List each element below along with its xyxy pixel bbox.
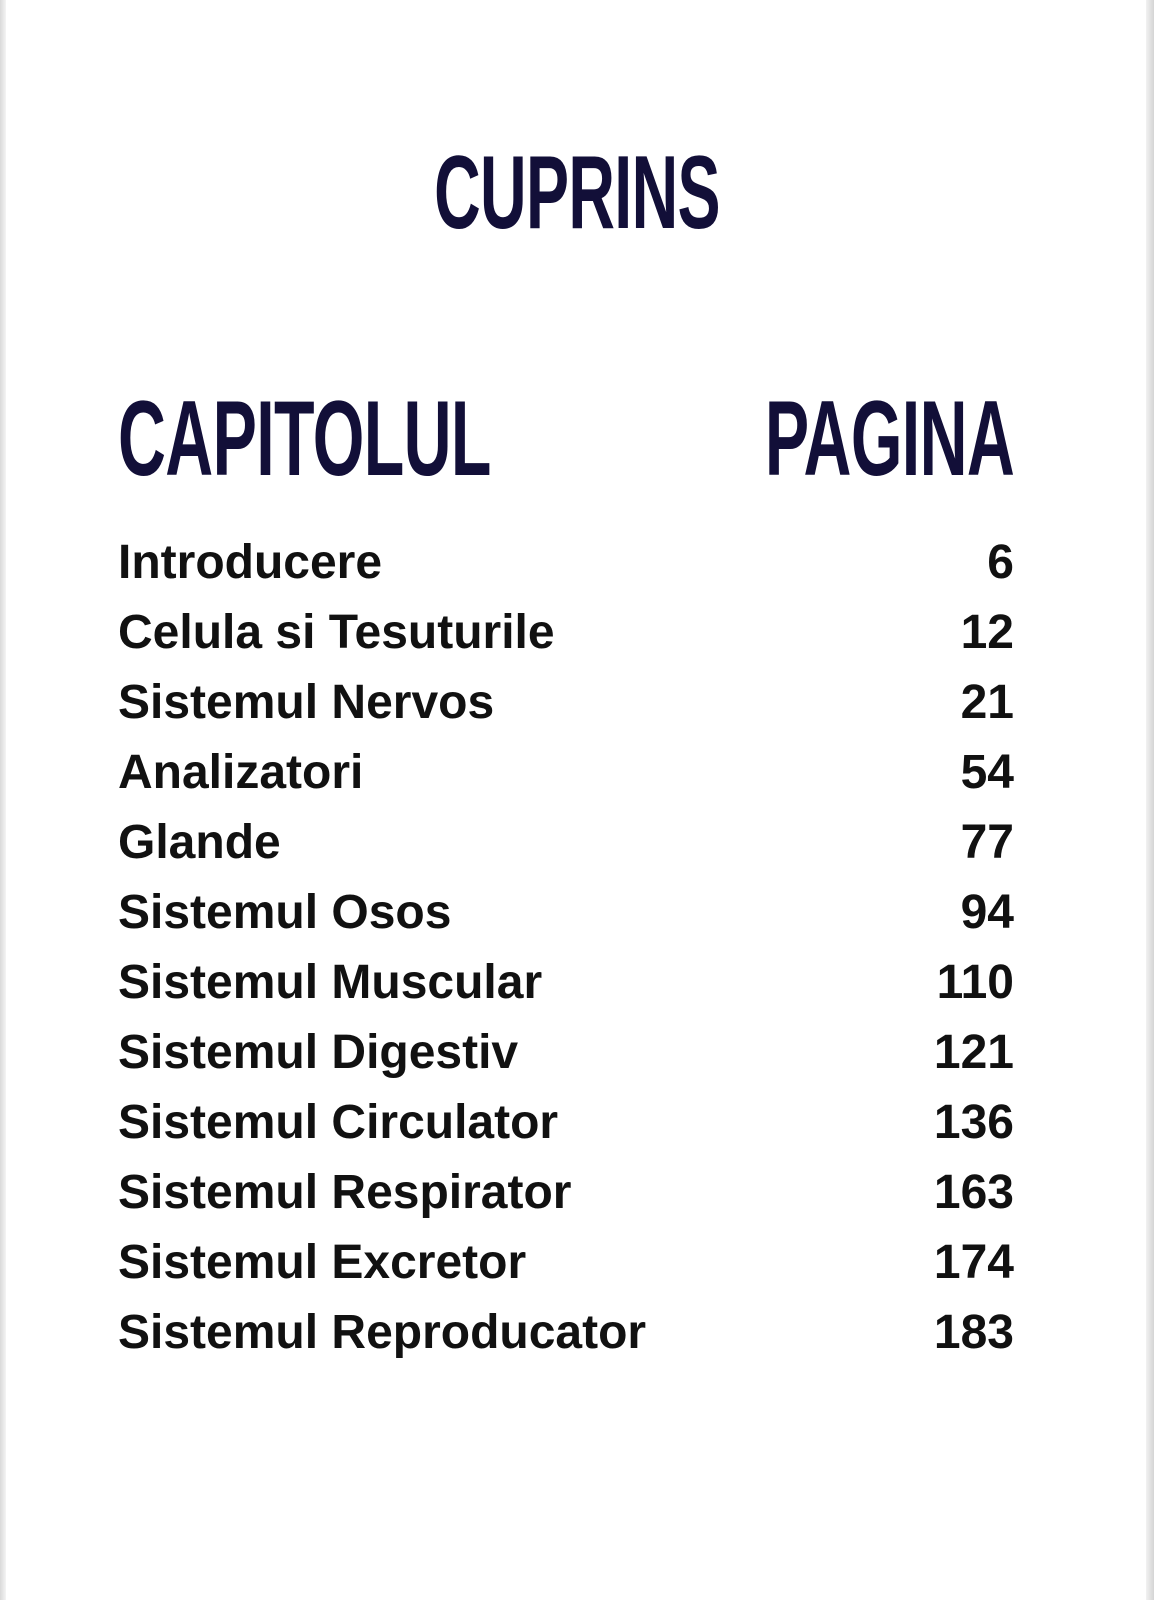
column-header-page: PAGINA — [764, 378, 1014, 498]
page-title: CUPRINS — [434, 135, 720, 251]
toc-row — [118, 807, 1014, 877]
toc-row — [118, 1157, 1014, 1227]
toc-page-number: 183 — [933, 1305, 1014, 1359]
toc-page-number: 6 — [987, 535, 1014, 589]
toc-page-number: 121 — [933, 1025, 1014, 1079]
toc-page-number: 21 — [960, 675, 1014, 729]
column-header-chapter: CAPITOLUL — [118, 378, 491, 498]
toc-chapter-name: Sistemul Digestiv — [118, 1025, 519, 1079]
toc-page-number: 54 — [960, 745, 1014, 799]
toc-chapter-name: Sistemul Circulator — [118, 1095, 559, 1149]
page-edge-right — [1146, 0, 1154, 1600]
toc-page-number: 163 — [933, 1165, 1014, 1219]
page-edge-left — [0, 0, 6, 1600]
toc-chapter-name: Analizatori — [118, 745, 364, 799]
toc-chapter-name: Glande — [118, 815, 281, 869]
toc-page-number: 94 — [960, 885, 1014, 939]
toc-row — [118, 1227, 1014, 1297]
toc-chapter-name: Sistemul Respirator — [118, 1165, 572, 1219]
toc-row — [118, 527, 1014, 597]
toc-row — [118, 1297, 1014, 1367]
toc-chapter-name: Sistemul Muscular — [118, 955, 543, 1009]
toc-row — [118, 1017, 1014, 1087]
toc-page-number: 77 — [960, 815, 1014, 869]
toc-row — [118, 597, 1014, 667]
toc-chapter-name: Sistemul Nervos — [118, 675, 495, 729]
toc-chapter-name: Sistemul Excretor — [118, 1235, 527, 1289]
toc-page-number: 12 — [960, 605, 1014, 659]
toc-row — [118, 667, 1014, 737]
table-of-contents — [118, 527, 1014, 1367]
toc-chapter-name: Sistemul Osos — [118, 885, 452, 939]
toc-chapter-name: Introducere — [118, 535, 383, 589]
toc-page-number: 110 — [936, 955, 1014, 1009]
toc-row — [118, 1087, 1014, 1157]
toc-row — [118, 737, 1014, 807]
toc-page-number: 136 — [933, 1095, 1014, 1149]
toc-page-number: 174 — [933, 1235, 1014, 1289]
toc-row — [118, 877, 1014, 947]
toc-chapter-name: Celula si Tesuturile — [118, 605, 555, 659]
toc-row — [118, 947, 1014, 1017]
toc-chapter-name: Sistemul Reproducator — [118, 1305, 647, 1359]
